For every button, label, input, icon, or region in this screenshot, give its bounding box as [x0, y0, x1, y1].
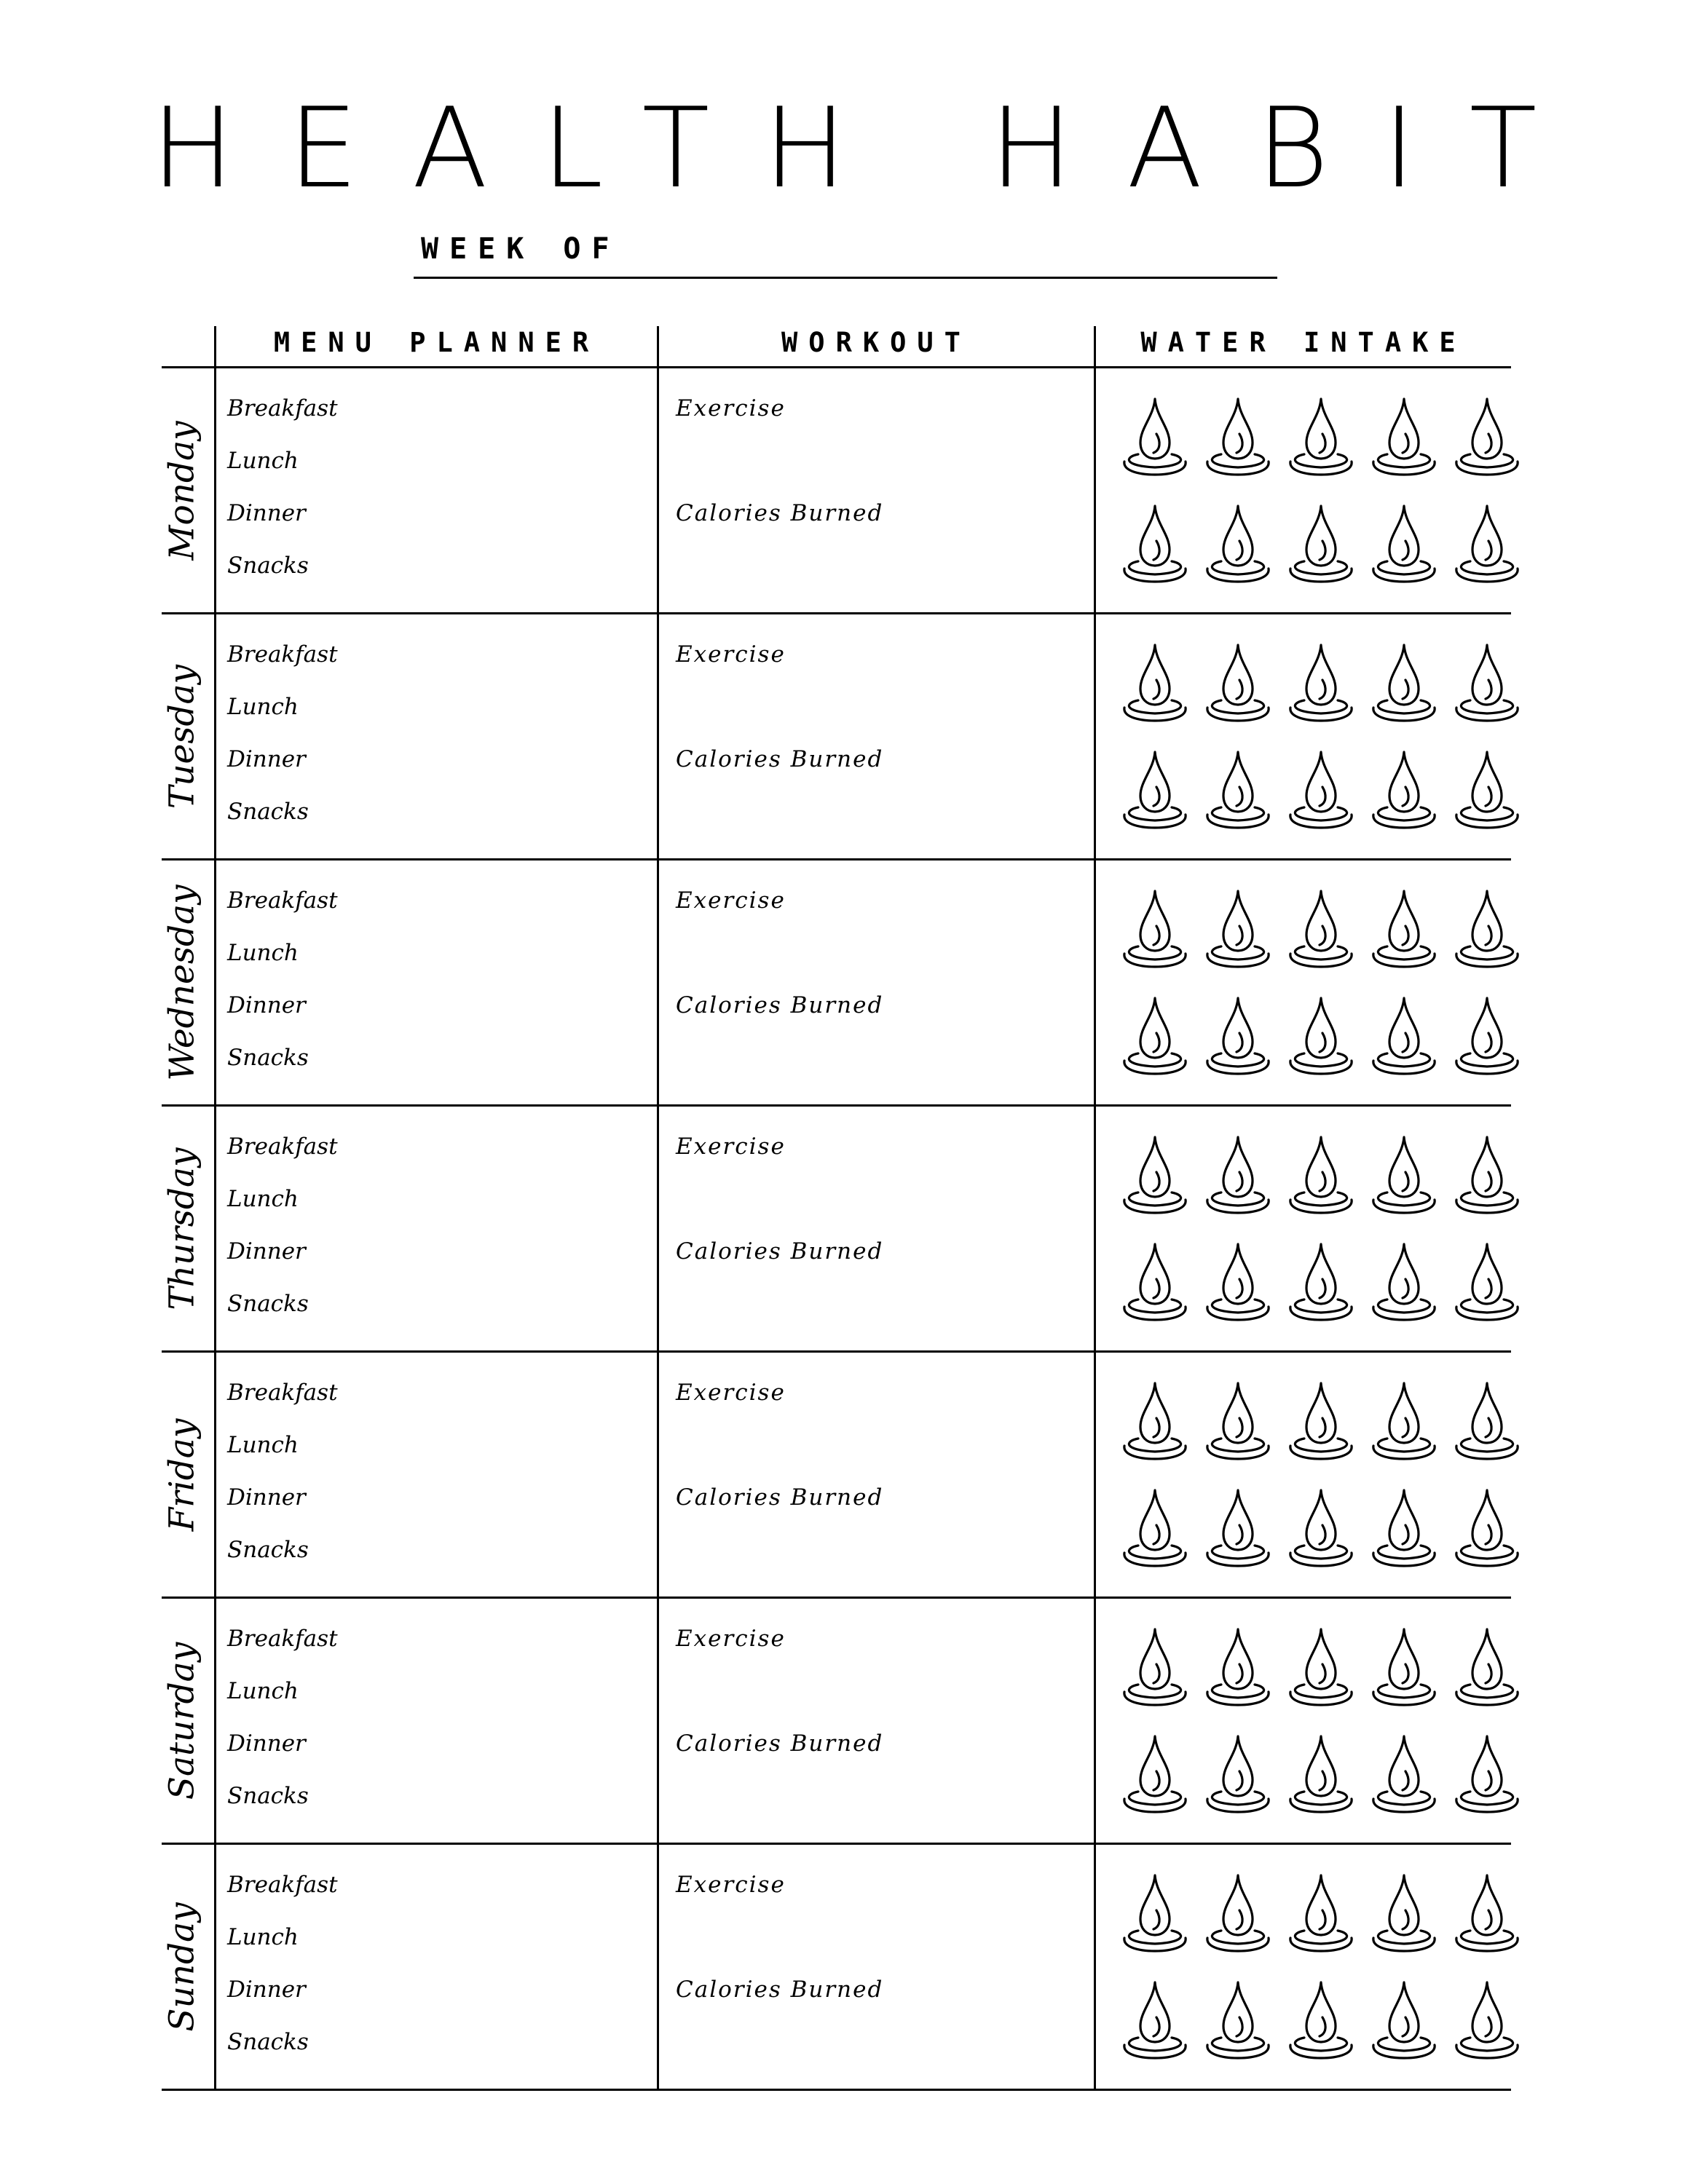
meal-label[interactable]: Breakfast — [227, 1133, 338, 1160]
water-drop-icon[interactable] — [1286, 1241, 1356, 1321]
day-label: Sunday — [162, 1902, 202, 2032]
water-drop-icon[interactable] — [1369, 888, 1439, 968]
water-drop-icon[interactable] — [1369, 1241, 1439, 1321]
meal-label[interactable]: Snacks — [227, 1045, 309, 1071]
water-drop-icon[interactable] — [1369, 1134, 1439, 1214]
water-drop-icon[interactable] — [1203, 995, 1273, 1075]
meal-label[interactable]: Lunch — [227, 1678, 299, 1704]
water-drop-icon[interactable] — [1452, 642, 1522, 722]
exercise-label[interactable]: Exercise — [676, 1380, 786, 1406]
calories-burned-label[interactable]: Calories Burned — [676, 746, 884, 772]
exercise-label[interactable]: Exercise — [676, 1872, 786, 1898]
meal-label[interactable]: Breakfast — [227, 1380, 338, 1406]
meal-label[interactable]: Dinner — [227, 1730, 306, 1757]
water-drop-icon[interactable] — [1286, 1487, 1356, 1567]
water-drop-icon[interactable] — [1369, 396, 1439, 476]
water-drop-icon[interactable] — [1203, 642, 1273, 722]
day-row — [0, 614, 1688, 860]
water-drop-icon[interactable] — [1203, 1487, 1273, 1567]
water-drop-icon[interactable] — [1286, 888, 1356, 968]
day-label: Saturday — [162, 1642, 202, 1800]
water-drop-icon[interactable] — [1120, 1872, 1190, 1952]
meal-label[interactable]: Snacks — [227, 1783, 309, 1809]
meal-label[interactable]: Breakfast — [227, 1872, 338, 1898]
column-header-menu-planner: MENU PLANNER — [273, 327, 600, 358]
meal-label[interactable]: Snacks — [227, 2029, 309, 2055]
water-drop-icon[interactable] — [1120, 1626, 1190, 1706]
water-drop-icon[interactable] — [1286, 1872, 1356, 1952]
water-drop-icon[interactable] — [1203, 1733, 1273, 1813]
meal-label[interactable]: Lunch — [227, 1186, 299, 1212]
meal-label[interactable]: Dinner — [227, 992, 306, 1018]
water-drop-icon[interactable] — [1120, 995, 1190, 1075]
day-label: Monday — [162, 421, 202, 561]
column-header-water-intake: WATER INTAKE — [1140, 327, 1467, 358]
water-drop-icon[interactable] — [1369, 642, 1439, 722]
day-row — [0, 1844, 1688, 2090]
calories-burned-label[interactable]: Calories Burned — [676, 1238, 884, 1265]
day-row — [0, 368, 1688, 614]
water-drop-icon[interactable] — [1452, 749, 1522, 829]
meal-label[interactable]: Breakfast — [227, 887, 338, 914]
water-drop-icon[interactable] — [1120, 1487, 1190, 1567]
day-row — [0, 1352, 1688, 1598]
calories-burned-label[interactable]: Calories Burned — [676, 992, 884, 1018]
water-drop-icon[interactable] — [1286, 642, 1356, 722]
water-drop-icon[interactable] — [1120, 1134, 1190, 1214]
water-drop-icon[interactable] — [1452, 1134, 1522, 1214]
water-drop-icon[interactable] — [1452, 995, 1522, 1075]
water-drop-icon[interactable] — [1452, 1733, 1522, 1813]
meal-label[interactable]: Breakfast — [227, 641, 338, 668]
calories-burned-label[interactable]: Calories Burned — [676, 1977, 884, 2003]
water-drop-icon[interactable] — [1286, 396, 1356, 476]
water-drop-icon[interactable] — [1286, 1380, 1356, 1460]
water-drop-icon[interactable] — [1120, 503, 1190, 583]
water-drop-icon[interactable] — [1120, 396, 1190, 476]
day-label: Wednesday — [162, 885, 202, 1081]
water-drop-icon[interactable] — [1203, 1134, 1273, 1214]
water-drop-icon[interactable] — [1203, 396, 1273, 476]
water-drop-icon[interactable] — [1286, 1979, 1356, 2060]
water-drop-icon[interactable] — [1286, 1733, 1356, 1813]
water-drop-icon[interactable] — [1203, 888, 1273, 968]
water-drop-icon[interactable] — [1369, 1979, 1439, 2060]
day-label: Tuesday — [162, 664, 202, 810]
meal-label[interactable]: Lunch — [227, 940, 299, 966]
water-drop-icon[interactable] — [1203, 1380, 1273, 1460]
water-drop-icon[interactable] — [1286, 749, 1356, 829]
meal-label[interactable]: Snacks — [227, 1291, 309, 1317]
calories-burned-label[interactable]: Calories Burned — [676, 1484, 884, 1511]
water-drop-icon[interactable] — [1120, 1380, 1190, 1460]
exercise-label[interactable]: Exercise — [676, 1133, 786, 1160]
meal-label[interactable]: Lunch — [227, 1924, 299, 1950]
water-drop-icon[interactable] — [1369, 749, 1439, 829]
water-drop-icon[interactable] — [1369, 1872, 1439, 1952]
water-drop-icon[interactable] — [1369, 1487, 1439, 1567]
meal-label[interactable]: Dinner — [227, 746, 306, 772]
water-drop-icon[interactable] — [1452, 1380, 1522, 1460]
week-of-label: WEEK OF — [421, 232, 620, 266]
water-drop-icon[interactable] — [1452, 1487, 1522, 1567]
water-drop-icon[interactable] — [1120, 888, 1190, 968]
water-drop-icon[interactable] — [1203, 1979, 1273, 2060]
meal-label[interactable]: Breakfast — [227, 1626, 338, 1652]
water-drop-icon[interactable] — [1452, 503, 1522, 583]
water-drop-icon[interactable] — [1369, 503, 1439, 583]
water-drop-icon[interactable] — [1203, 1626, 1273, 1706]
meal-label[interactable]: Lunch — [227, 1432, 299, 1458]
exercise-label[interactable]: Exercise — [676, 641, 786, 668]
column-header-workout: WORKOUT — [781, 327, 971, 358]
day-label: Friday — [162, 1418, 202, 1532]
day-row — [0, 860, 1688, 1106]
water-drop-icon[interactable] — [1120, 642, 1190, 722]
meal-label[interactable]: Snacks — [227, 1537, 309, 1563]
water-drop-icon[interactable] — [1120, 1979, 1190, 2060]
water-drop-icon[interactable] — [1452, 396, 1522, 476]
day-row — [0, 1106, 1688, 1352]
water-drop-icon[interactable] — [1286, 1626, 1356, 1706]
meal-label[interactable]: Dinner — [227, 500, 306, 526]
meal-label[interactable]: Breakfast — [227, 395, 338, 422]
meal-label[interactable]: Dinner — [227, 1977, 306, 2003]
water-drop-icon[interactable] — [1203, 1872, 1273, 1952]
water-drop-icon[interactable] — [1120, 1733, 1190, 1813]
calories-burned-label[interactable]: Calories Burned — [676, 1730, 884, 1757]
water-drop-icon[interactable] — [1203, 503, 1273, 583]
water-drop-icon[interactable] — [1369, 1626, 1439, 1706]
water-drop-icon[interactable] — [1203, 749, 1273, 829]
water-drop-icon[interactable] — [1452, 1979, 1522, 2060]
meal-label[interactable]: Dinner — [227, 1238, 306, 1265]
meal-label[interactable]: Snacks — [227, 553, 309, 579]
calories-burned-label[interactable]: Calories Burned — [676, 500, 884, 526]
exercise-label[interactable]: Exercise — [676, 887, 786, 914]
water-drop-icon[interactable] — [1452, 888, 1522, 968]
meal-label[interactable]: Dinner — [227, 1484, 306, 1511]
water-drop-icon[interactable] — [1452, 1872, 1522, 1952]
water-drop-icon[interactable] — [1203, 1241, 1273, 1321]
water-drop-icon[interactable] — [1369, 1380, 1439, 1460]
water-drop-icon[interactable] — [1452, 1241, 1522, 1321]
meal-label[interactable]: Lunch — [227, 694, 299, 720]
meal-label[interactable]: Snacks — [227, 799, 309, 825]
page-title: HEALTH HABIT — [151, 84, 1591, 213]
meal-label[interactable]: Lunch — [227, 448, 299, 474]
exercise-label[interactable]: Exercise — [676, 395, 786, 422]
exercise-label[interactable]: Exercise — [676, 1626, 786, 1652]
water-drop-icon[interactable] — [1286, 503, 1356, 583]
water-drop-icon[interactable] — [1120, 1241, 1190, 1321]
water-drop-icon[interactable] — [1286, 995, 1356, 1075]
water-drop-icon[interactable] — [1369, 995, 1439, 1075]
day-label: Thursday — [162, 1147, 202, 1310]
water-drop-icon[interactable] — [1369, 1733, 1439, 1813]
day-row — [0, 1598, 1688, 1844]
water-drop-icon[interactable] — [1120, 749, 1190, 829]
water-drop-icon[interactable] — [1286, 1134, 1356, 1214]
water-drop-icon[interactable] — [1452, 1626, 1522, 1706]
